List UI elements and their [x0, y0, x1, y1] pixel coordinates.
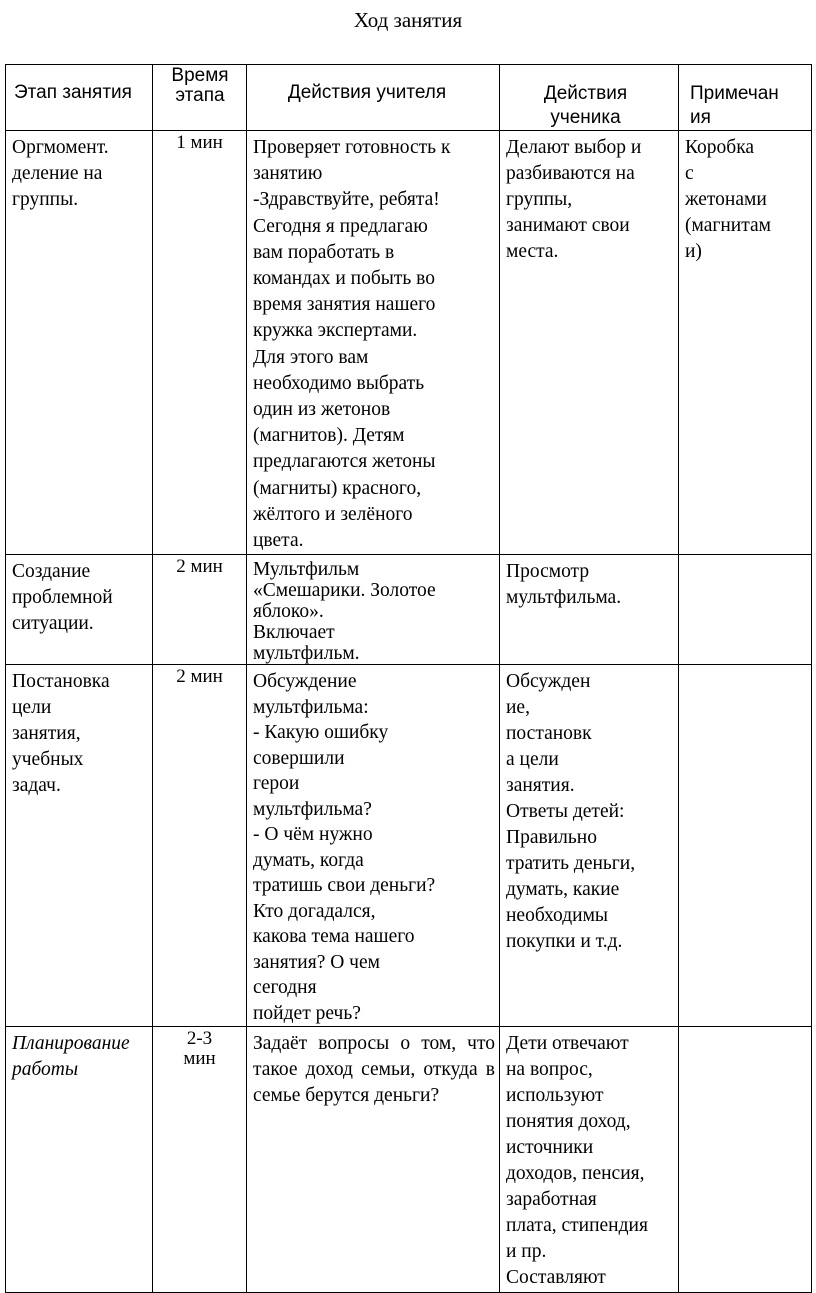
- student-cell: Делают выбор и разбиваются на группы, занимают свои места.: [506, 137, 642, 262]
- header-student: Действия ученика: [543, 83, 628, 128]
- notes-cell: [679, 1027, 811, 1031]
- lesson-table: [5, 64, 812, 1293]
- header-stage: Этап занятия: [14, 82, 132, 103]
- time-cell: 1 мин: [176, 132, 223, 153]
- time-cell: 2-3 мин: [183, 1028, 216, 1070]
- teacher-cell: Мультфильм «Смешарики. Золотое яблоко». Включает мультфильм.: [253, 559, 436, 665]
- stage-cell: Постановка цели занятия, учебных задач.: [12, 671, 110, 797]
- stage-cell: Планирование работы: [12, 1033, 130, 1081]
- student-cell: Обсужден ие, постановк а цели занятия. Ответы детей: Правильно тратить деньги, думать, какие необходимы покупки и т.д.: [506, 671, 636, 953]
- page-title: Ход занятия: [353, 8, 463, 32]
- teacher-cell: Задаёт вопросы о том, что такое доход семьи, откуда в семье берутся деньги?: [253, 1033, 495, 1107]
- notes-cell: [679, 665, 811, 669]
- time-cell: 2 мин: [176, 556, 223, 578]
- student-cell: Дети отвечают на вопрос, используют понятия доход, источники доходов, пенсия, заработная плата, стипендия и пр. Составляют: [506, 1033, 648, 1289]
- header-notes: Примечан ия: [690, 83, 779, 128]
- table-row: [6, 1027, 812, 1293]
- stage-cell: Создание проблемной ситуации.: [12, 561, 113, 635]
- time-cell: 2 мин: [176, 666, 223, 688]
- notes-cell: Коробка с жетонами (магнитам и): [685, 137, 771, 262]
- notes-cell: [679, 555, 811, 559]
- table-row: [6, 555, 812, 665]
- student-cell: Просмотр мультфильма.: [506, 561, 622, 609]
- header-teacher: Действия учителя: [287, 82, 447, 103]
- teacher-cell: Проверяет готовность к занятию -Здравствуйте, ребята! Сегодня я предлагаю вам поработать в командах и побыть во время занятия нашего кружка экспертами. Для этого вам необходимо выбрать один из жетонов (магнитов). Детям предлагаются жетоны (магниты) красного, жёлтого и зелёного цвета.: [253, 137, 451, 552]
- table-row: [6, 131, 812, 555]
- header-time: Время этапа: [171, 65, 229, 106]
- stage-cell: Оргмомент. деление на группы.: [12, 137, 109, 210]
- table-row: [6, 665, 812, 1027]
- teacher-cell: Обсуждение мультфильма: - Какую ошибку совершили герои мультфильма? - О чём нужно думать, когда тратишь свои деньги? Кто догадался, какова тема нашего занятия? О чем сегодня пойдет речь?: [253, 671, 436, 1024]
